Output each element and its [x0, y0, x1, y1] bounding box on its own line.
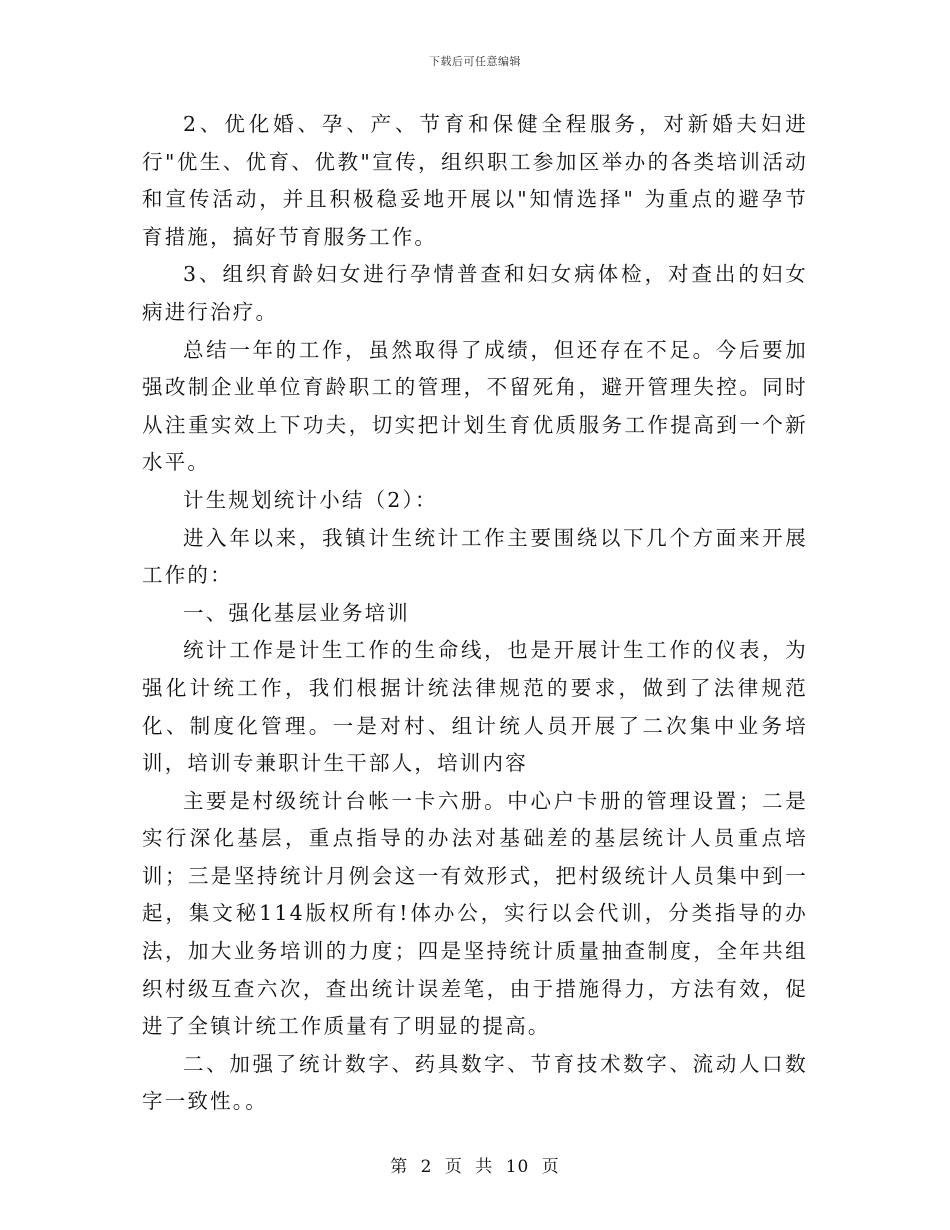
document-body: [142, 106, 808, 1121]
paragraph-6: 主要是村级统计台帐一卡六册。中心户卡册的管理设置；二是实行深化基层，重点指导的办法对基础差的基层统计人员重点培训；三是坚持统计月例会这一有效形式，把村级统计人员集中到一起，集文秘114版权所有!体办公，实行以会代训，分类指导的办法，加大业务培训的力度；四是坚持统计质量抽查制度，全年共组织村级互查六次，查出统计误差笔，由于措施得力，方法有效，促进了全镇计统工作质量有了明显的提高。: [142, 788, 808, 1039]
page-header: 下载后可任意编辑: [429, 55, 521, 68]
section-heading-2: 二、加强了统计数字、药具数字、节育技术数字、流动人口数字一致性。。: [142, 1051, 808, 1114]
paragraph-4: 进入年以来，我镇计生统计工作主要围绕以下几个方面来开展工作的：: [142, 525, 808, 588]
paragraph-3: 总结一年的工作，虽然取得了成绩，但还存在不足。今后要加强改制企业单位育龄职工的管理，不留死角，避开管理失控。同时从注重实效上下功夫，切实把计划生育优质服务工作提高到一个新水平。: [142, 337, 808, 475]
section-heading-summary-2: 计生规划统计小结（2）：: [183, 487, 438, 512]
paragraph-1: 2、优化婚、孕、产、节育和保健全程服务，对新婚夫妇进行"优生、优育、优教"宣传，组织职工参加区举办的各类培训活动和宣传活动，并且积极稳妥地开展以"知情选择" 为重点的避孕节育措施，搞好节育服务工作。: [142, 112, 808, 249]
section-heading-1: 一、强化基层业务培训: [183, 600, 410, 625]
page-number-footer: 第 2 页 共 10 页: [390, 1157, 560, 1177]
paragraph-5: 统计工作是计生工作的生命线，也是开展计生工作的仪表，为强化计统工作，我们根据计统法律规范的要求，做到了法律规范化、制度化管理。一是对村、组计统人员开展了二次集中业务培训，培训专兼职计生干部人，培训内容: [142, 638, 808, 776]
paragraph-2: 3、组织育龄妇女进行孕情普查和妇女病体检，对查出的妇女病进行治疗。: [142, 262, 808, 324]
